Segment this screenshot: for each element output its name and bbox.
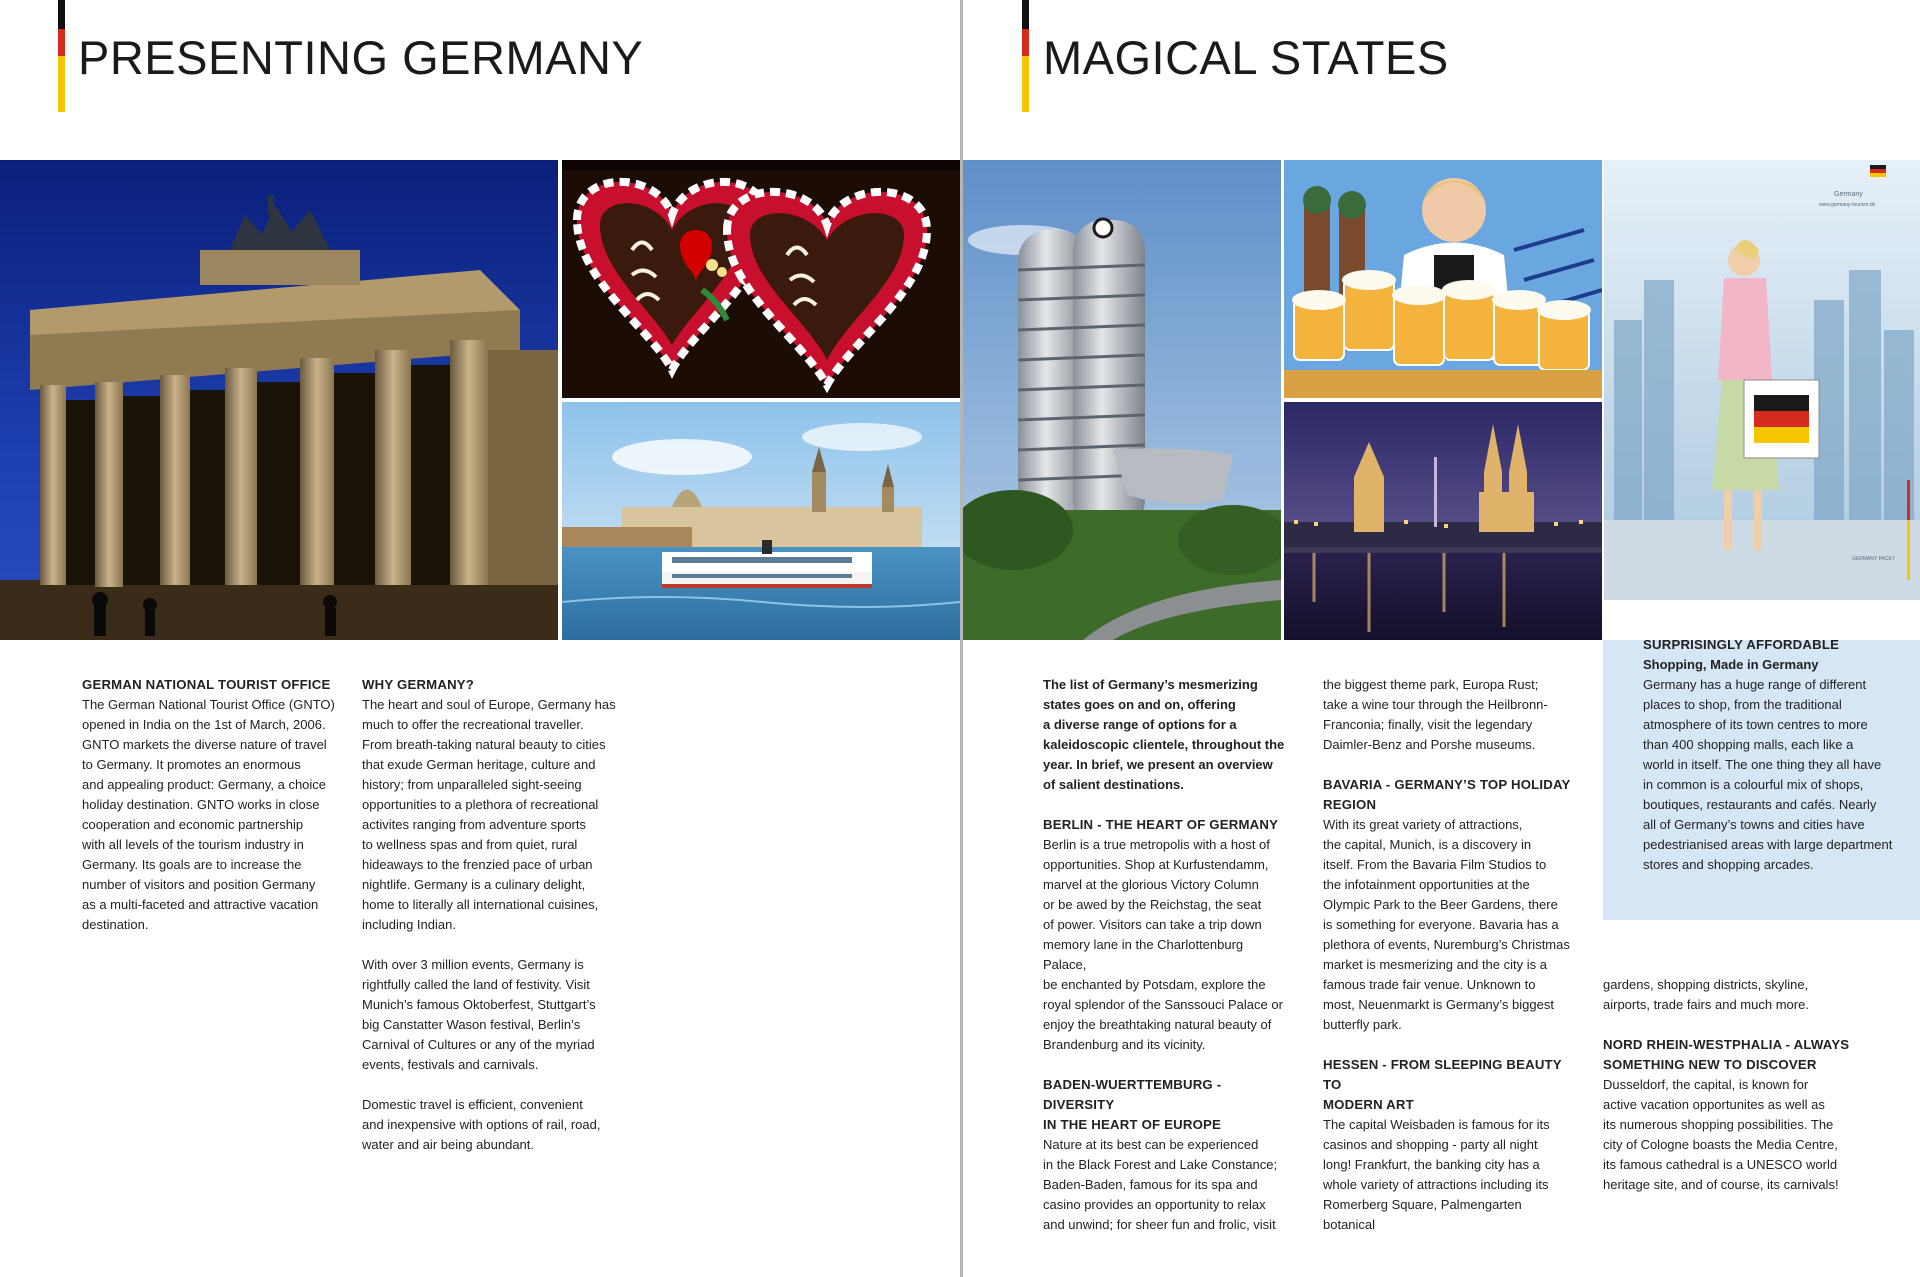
bavaria-line: plethora of events, Nuremburg’s Christmas xyxy=(1323,937,1570,952)
affordable-line: stores and shopping arcades. xyxy=(1643,857,1814,872)
bavaria-line: is something for everyone. Bavaria has a xyxy=(1323,917,1559,932)
poster-brand: Germany xyxy=(1834,191,1863,198)
nrw-line: its famous cathedral is a UNESCO world xyxy=(1603,1157,1838,1172)
cologne-night-photo xyxy=(1284,402,1602,640)
intro-line: year. In brief, we present an overview xyxy=(1043,757,1273,772)
bavaria-line: Olympic Park to the Beer Gardens, there xyxy=(1323,897,1558,912)
intro-line: The list of Germany’s mesmerizing xyxy=(1043,677,1258,692)
why-line: nightlife. Germany is a culinary delight, xyxy=(362,877,586,892)
affordable-line: than 400 shopping malls, each like a xyxy=(1643,737,1854,752)
states-right-column xyxy=(1603,975,1893,1195)
baden-title: BADEN-WUERTTEMBURG - DIVERSITY xyxy=(1043,1077,1222,1112)
hessen-title: HESSEN - FROM SLEEPING BEAUTY TO xyxy=(1323,1057,1562,1092)
gnto-line: to Germany. It promotes an enormous xyxy=(82,757,301,772)
poster-url: www.germany-tourism.de xyxy=(1819,202,1876,208)
poster-credit: GERMANY PACEY xyxy=(1852,556,1896,562)
berlin-title: BERLIN - THE HEART OF GERMANY xyxy=(1043,817,1279,832)
gnto-line: and appealing product: Germany, a choice xyxy=(82,777,327,792)
states-left-column xyxy=(1043,675,1288,1235)
nrw-title: SOMETHING NEW TO DISCOVER xyxy=(1603,1057,1817,1072)
intro-line: of salient destinations. xyxy=(1043,777,1184,792)
why-line: opportunities to a plethora of recreational xyxy=(362,797,599,812)
berlin-line: of power. Visitors can take a trip down xyxy=(1043,917,1262,932)
berlin-line: Berlin is a true metropolis with a host of xyxy=(1043,837,1270,852)
gnto-section xyxy=(82,675,347,935)
baden-line: Baden-Baden, famous for its spa and xyxy=(1043,1177,1258,1192)
why-germany-title: WHY GERMANY? xyxy=(362,677,475,692)
why-line: home to literally all international cuisines, xyxy=(362,897,599,912)
bavaria-title: BAVARIA - GERMANY’S TOP HOLIDAY xyxy=(1323,777,1571,792)
affordable-section xyxy=(1643,635,1908,875)
baden-line: Daimler-Benz and Porshe museums. xyxy=(1323,737,1536,752)
intro-line: kaleidoscopic clientele, throughout the xyxy=(1043,737,1285,752)
dresden-riverboat-photo xyxy=(562,402,960,640)
nrw-line: city of Cologne boasts the Media Centre, xyxy=(1603,1137,1838,1152)
oktoberfest-beer-photo xyxy=(1284,160,1602,398)
hessen-line: The capital Weisbaden is famous for its xyxy=(1323,1117,1550,1132)
hessen-line: Romerberg Square, Palmengarten botanical xyxy=(1323,1197,1522,1232)
why-line: water and air being abundant. xyxy=(362,1137,535,1152)
bavaria-line: market is mesmerizing and the city is a xyxy=(1323,957,1547,972)
hessen-line: airports, trade fairs and much more. xyxy=(1603,997,1809,1012)
gnto-line: opened in India on the 1st of March, 2006. xyxy=(82,717,326,732)
gnto-title: GERMAN NATIONAL TOURIST OFFICE xyxy=(82,677,331,692)
bavaria-line: most, Neuenmarkt is Germany’s biggest xyxy=(1323,997,1554,1012)
intro-line: states goes on and on, offering xyxy=(1043,697,1236,712)
why-line: The heart and soul of Europe, Germany has xyxy=(362,697,616,712)
affordable-line: atmosphere of its town centres to more xyxy=(1643,717,1868,732)
bavaria-line: butterfly park. xyxy=(1323,1017,1402,1032)
why-line: including Indian. xyxy=(362,917,456,932)
gnto-line: number of visitors and position Germany xyxy=(82,877,316,892)
why-line: much to offer the recreational traveller. xyxy=(362,717,584,732)
page-title-magical-states: MAGICAL STATES xyxy=(1043,31,1449,84)
baden-line: Nature at its best can be experienced xyxy=(1043,1137,1259,1152)
baden-line: take a wine tour through the Heilbronn- xyxy=(1323,697,1548,712)
german-flag-stripe xyxy=(1022,0,1029,112)
berlin-line: be enchanted by Potsdam, explore the xyxy=(1043,977,1266,992)
gingerbread-hearts-photo xyxy=(562,160,960,398)
german-flag-stripe xyxy=(58,0,65,112)
bmw-tower-photo xyxy=(963,160,1281,640)
affordable-subtitle: Shopping, Made in Germany xyxy=(1643,657,1819,672)
gnto-line: with all levels of the tourism industry in xyxy=(82,837,304,852)
baden-line: casino provides an opportunity to relax xyxy=(1043,1197,1266,1212)
shopping-poster-photo xyxy=(1604,160,1920,600)
why-line: hideaways to the frenzied pace of urban xyxy=(362,857,593,872)
baden-line: in the Black Forest and Lake Constance; xyxy=(1043,1157,1278,1172)
gnto-line: as a multi-faceted and attractive vacation xyxy=(82,897,319,912)
nrw-title: NORD RHEIN-WESTPHALIA - ALWAYS xyxy=(1603,1037,1850,1052)
gnto-line: holiday destination. GNTO works in close xyxy=(82,797,320,812)
gnto-line: The German National Tourist Office (GNTO) xyxy=(82,697,335,712)
berlin-line: or be awed by the Reichstag, the seat xyxy=(1043,897,1262,912)
berlin-line: enjoy the breathtaking natural beauty of xyxy=(1043,1017,1272,1032)
bavaria-line: With its great variety of attractions, xyxy=(1323,817,1523,832)
brandenburg-gate-photo xyxy=(0,160,558,640)
nrw-line: Dusseldorf, the capital, is known for xyxy=(1603,1077,1809,1092)
hessen-line: casinos and shopping - party all night xyxy=(1323,1137,1538,1152)
bavaria-title: REGION xyxy=(1323,797,1377,812)
bavaria-line: the infotainment opportunities at the xyxy=(1323,877,1530,892)
bavaria-line: itself. From the Bavaria Film Studios to xyxy=(1323,857,1547,872)
why-line: Munich’s famous Oktoberfest, Stuttgart’s xyxy=(362,997,596,1012)
why-line: that exude German heritage, culture and xyxy=(362,757,596,772)
nrw-line: active vacation opportunites as well as xyxy=(1603,1097,1825,1112)
why-line: With over 3 million events, Germany is xyxy=(362,957,584,972)
affordable-line: all of Germany’s towns and cities have xyxy=(1643,817,1865,832)
gnto-line: GNTO markets the diverse nature of travel xyxy=(82,737,327,752)
affordable-line: in common is a colourful mix of shops, xyxy=(1643,777,1864,792)
page-title-presenting-germany: PRESENTING GERMANY xyxy=(78,31,644,84)
affordable-line: boutiques, restaurants and cafés. Nearly xyxy=(1643,797,1877,812)
why-line: events, festivals and carnivals. xyxy=(362,1057,539,1072)
baden-line: and unwind; for sheer fun and frolic, visit xyxy=(1043,1217,1276,1232)
affordable-line: world in itself. The one thing they all have xyxy=(1643,757,1882,772)
bavaria-line: the capital, Munich, is a discovery in xyxy=(1323,837,1532,852)
hessen-line: gardens, shopping districts, skyline, xyxy=(1603,977,1809,992)
why-line: and inexpensive with options of rail, road, xyxy=(362,1117,601,1132)
hessen-line: long! Frankfurt, the banking city has a xyxy=(1323,1157,1540,1172)
baden-title: IN THE HEART OF EUROPE xyxy=(1043,1117,1222,1132)
affordable-line: places to shop, from the traditional xyxy=(1643,697,1842,712)
why-line: history; from unparalleled sight-seeing xyxy=(362,777,582,792)
berlin-line: marvel at the glorious Victory Column xyxy=(1043,877,1259,892)
affordable-line: pedestrianised areas with large department xyxy=(1643,837,1893,852)
baden-line: the biggest theme park, Europa Rust; xyxy=(1323,677,1539,692)
gnto-line: cooperation and economic partnership xyxy=(82,817,304,832)
why-line: rightfully called the land of festivity. Visit xyxy=(362,977,590,992)
affordable-title: SURPRISINGLY AFFORDABLE xyxy=(1643,637,1840,652)
hessen-line: whole variety of attractions including its xyxy=(1323,1177,1549,1192)
why-line: activites ranging from adventure sports xyxy=(362,817,586,832)
nrw-line: heritage site, and of course, its carnivals! xyxy=(1603,1177,1839,1192)
berlin-line: royal splendor of the Sanssouci Palace or xyxy=(1043,997,1283,1012)
bavaria-line: famous trade fair venue. Unknown to xyxy=(1323,977,1536,992)
hessen-title: MODERN ART xyxy=(1323,1097,1414,1112)
why-line: Domestic travel is efficient, convenient xyxy=(362,1097,583,1112)
berlin-line: memory lane in the Charlottenburg Palace, xyxy=(1043,937,1244,972)
berlin-line: Brandenburg and its vicinity. xyxy=(1043,1037,1206,1052)
nrw-line: its numerous shopping possibilities. The xyxy=(1603,1117,1834,1132)
affordable-line: Germany has a huge range of different xyxy=(1643,677,1867,692)
gnto-line: Germany. Its goals are to increase the xyxy=(82,857,302,872)
gnto-line: destination. xyxy=(82,917,149,932)
intro-line: a diverse range of options for a xyxy=(1043,717,1237,732)
why-line: to wellness spas and from quiet, rural xyxy=(362,837,578,852)
baden-line: Franconia; finally, visit the legendary xyxy=(1323,717,1533,732)
states-middle-column xyxy=(1323,675,1573,1235)
why-line: big Canstatter Wason festival, Berlin’s xyxy=(362,1017,581,1032)
berlin-line: opportunities. Shop at Kurfustendamm, xyxy=(1043,857,1269,872)
why-line: From breath-taking natural beauty to cities xyxy=(362,737,606,752)
why-line: Carnival of Cultures or any of the myriad xyxy=(362,1037,595,1052)
why-germany-section xyxy=(362,675,627,1155)
